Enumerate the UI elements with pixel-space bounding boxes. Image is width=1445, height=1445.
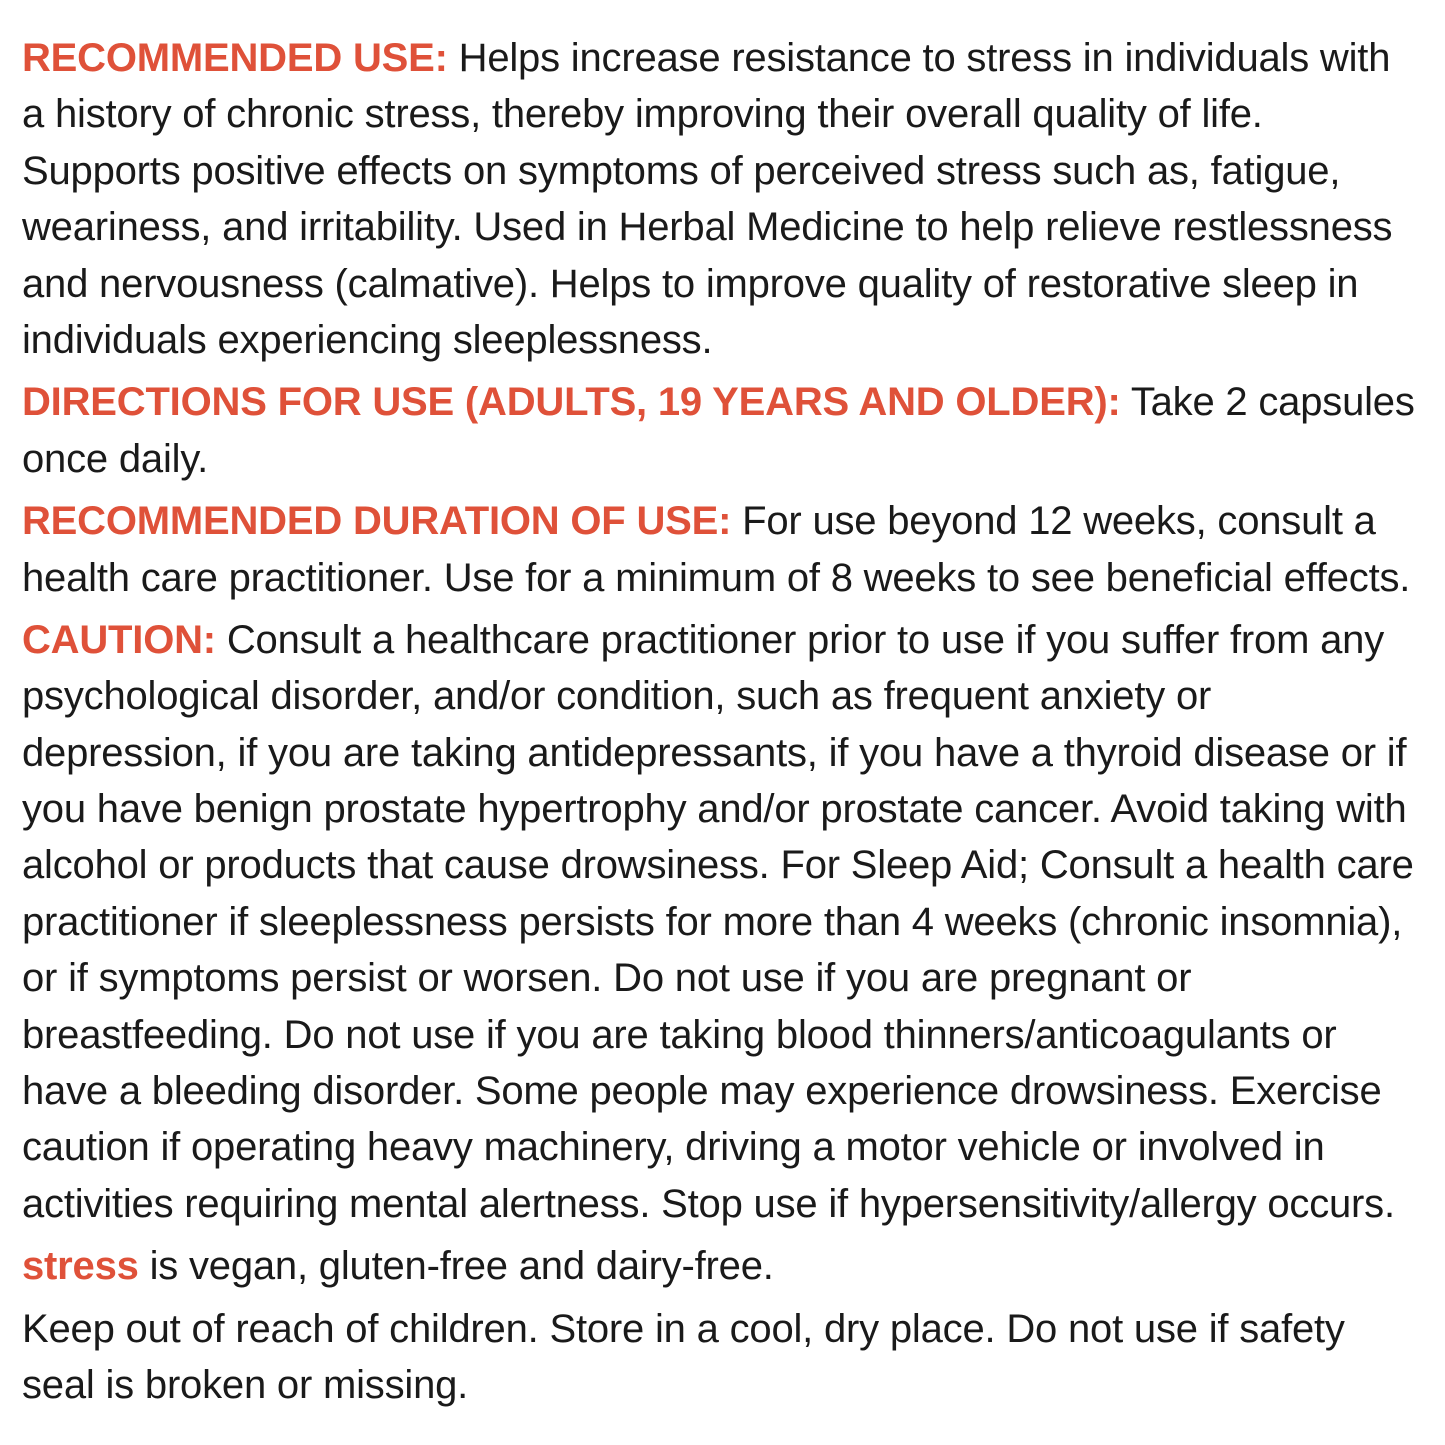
section-heading-caution: CAUTION: bbox=[22, 617, 216, 662]
section-body-caution: Consult a healthcare practitioner prior to use if you suffer from any psychological disorder, and/or condition, such as frequent anxiety or depression, if you are taking antidepressants, if you have a thyroid disease or if you have benign prostate hypertrophy and/or prostate cancer. Avoid taking with alcohol or products that cause drowsiness. For Sleep Aid; Consult a health care practitioner if sleeplessness persists for more than 4 weeks (chronic insomnia), or if symptoms persist or worsen. Do not use if you are pregnant or breastfeeding. Do not use if you are taking blood thinners/anticoagulants or have a bleeding disorder. Some people may experience drowsiness. Exercise caution if operating heavy machinery, driving a motor vehicle or involved in activities requiring mental alertness. Stop use if hypersensitivity/allergy occurs. bbox=[22, 617, 1414, 1226]
section-heading-recommended-use: RECOMMENDED USE: bbox=[22, 36, 448, 80]
section-body-recommended-duration-of-use: For use beyond 12 weeks, consult a health care practitioner. Use for a minimum of 8 weeks to see beneficial effects. bbox=[22, 499, 1411, 600]
section-body-storage-warning: Keep out of reach of children. Store in a cool, dry place. Do not use if safety seal is broken or missing. bbox=[22, 1306, 1345, 1407]
section-recommended-duration-of-use bbox=[22, 493, 1417, 606]
section-caution bbox=[22, 612, 1417, 1232]
section-dietary-claims bbox=[22, 1238, 1417, 1294]
section-body-directions-for-use: Take 2 capsules once daily. bbox=[22, 380, 1415, 481]
section-directions-for-use bbox=[22, 374, 1417, 487]
section-body-recommended-use: Helps increase resistance to stress in individuals with a history of chronic stress, thereby improving their overall quality of life. Supports positive effects on symptoms of perceived stress such as, fatigue, weariness, and irritability. Used in Herbal Medicine to help relieve restlessness and nervousness (calmative). Helps to improve quality of restorative sleep in individuals experiencing sleeplessness. bbox=[22, 36, 1393, 362]
section-body-dietary-claims: is vegan, gluten-free and dairy-free. bbox=[138, 1244, 774, 1289]
section-heading-recommended-duration-of-use: RECOMMENDED DURATION OF USE: bbox=[22, 499, 732, 544]
section-heading-directions-for-use: DIRECTIONS FOR USE (ADULTS, 19 YEARS AND OLDER): bbox=[22, 380, 1121, 425]
section-storage-warning bbox=[22, 1301, 1417, 1414]
section-recommended-use bbox=[22, 30, 1417, 368]
product-name-stress: stress bbox=[22, 1244, 139, 1289]
